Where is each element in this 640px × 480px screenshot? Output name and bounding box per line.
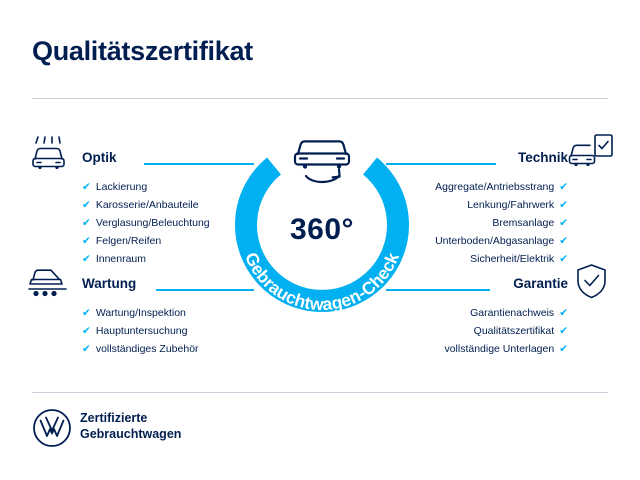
- badge-value: 360°: [289, 213, 355, 246]
- list-item: Bremsanlage ✔: [435, 214, 568, 232]
- list-item: Lenkung/Fahrwerk ✔: [435, 196, 568, 214]
- check-icon: ✔: [82, 343, 91, 355]
- list-item: ✔ Innenraum: [82, 250, 210, 268]
- gebrauchtwagen-check-badge: [222, 120, 422, 330]
- list-item: ✔ Lackierung: [82, 178, 210, 196]
- section-title-wartung: Wartung: [82, 276, 137, 291]
- list-item: ✔ Hauptuntersuchung: [82, 322, 199, 340]
- footer-text: [80, 410, 181, 442]
- list-item: vollständige Unterlagen ✔: [444, 340, 568, 358]
- list-item: Qualitätszertifikat ✔: [444, 322, 568, 340]
- list-optik: [82, 178, 210, 268]
- check-icon: ✔: [82, 199, 91, 211]
- check-icon: ✔: [559, 325, 568, 337]
- list-item: Unterboden/Abgasanlage ✔: [435, 232, 568, 250]
- check-icon: ✔: [82, 181, 91, 193]
- list-item: ✔ Wartung/Inspektion: [82, 304, 199, 322]
- check-icon: ✔: [82, 325, 91, 337]
- check-icon: ✔: [559, 253, 568, 265]
- check-icon: ✔: [82, 307, 91, 319]
- section-title-garantie: Garantie: [513, 276, 568, 291]
- footer-line-1: Zertifizierte: [80, 411, 148, 425]
- check-icon: ✔: [82, 253, 91, 265]
- car-lift-ramp-icon: [26, 262, 72, 309]
- check-icon: ✔: [559, 181, 568, 193]
- footer-line-2: Gebrauchtwagen: [80, 427, 182, 441]
- list-item: Garantienachweis ✔: [444, 304, 568, 322]
- vw-logo: [32, 408, 72, 453]
- list-item: ✔ Verglasung/Beleuchtung: [82, 214, 210, 232]
- check-icon: ✔: [82, 235, 91, 247]
- check-icon: ✔: [559, 199, 568, 211]
- section-title-optik: Optik: [82, 150, 117, 165]
- list-technik: [435, 178, 568, 268]
- list-item: Sicherheit/Elektrik ✔: [435, 250, 568, 268]
- page-title: Qualitätszertifikat: [32, 36, 253, 66]
- check-icon: ✔: [559, 307, 568, 319]
- title-divider: [32, 98, 608, 99]
- footer-divider: [32, 392, 608, 393]
- section-title-technik: Technik: [517, 150, 568, 165]
- shield-check-icon: [572, 262, 612, 307]
- list-item: ✔ Karosserie/Anbauteile: [82, 196, 210, 214]
- list-item: Aggregate/Antriebsstrang ✔: [435, 178, 568, 196]
- list-item: ✔ Felgen/Reifen: [82, 232, 210, 250]
- check-icon: ✔: [559, 217, 568, 229]
- car-wash-icon: [28, 134, 72, 177]
- car-inspection-checklist-icon: [568, 132, 614, 177]
- list-garantie: [444, 304, 568, 358]
- list-wartung: [82, 304, 199, 358]
- check-icon: ✔: [82, 217, 91, 229]
- check-icon: ✔: [559, 343, 568, 355]
- check-icon: ✔: [559, 235, 568, 247]
- list-item: ✔ vollständiges Zubehör: [82, 340, 199, 358]
- badge-arc-text: Gebrauchtwagen-Check: [240, 249, 403, 315]
